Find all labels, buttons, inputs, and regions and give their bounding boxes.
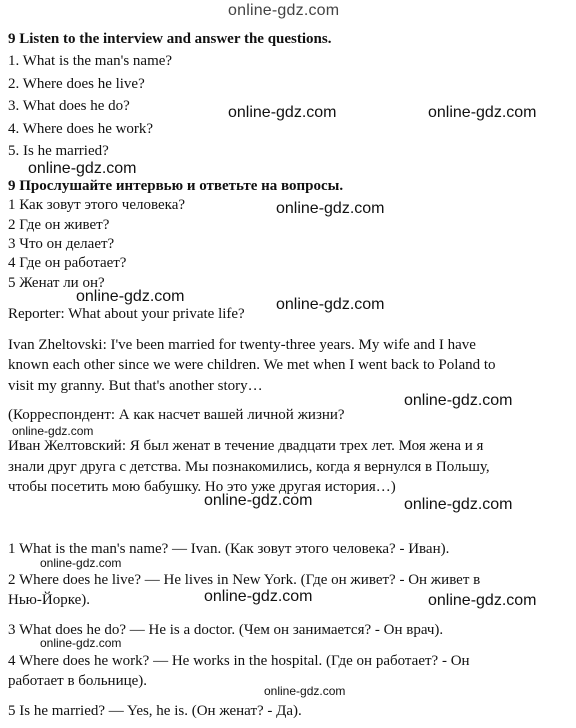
watermark: online-gdz.com xyxy=(428,592,537,609)
watermark: online-gdz.com xyxy=(404,392,513,409)
transcript-answer-ru-line: Иван Желтовский: Я был женат в течение двадцати трех лет. Моя жена и я xyxy=(8,438,484,454)
watermark: online-gdz.com xyxy=(40,556,122,570)
watermark: online-gdz.com xyxy=(228,104,337,121)
question-en-3: 3. What does he do? xyxy=(8,98,130,114)
transcript-answer-ru-line: чтобы посетить мою бабушку. Но это уже другая история…) xyxy=(8,479,396,495)
watermark: online-gdz.com xyxy=(28,160,137,177)
watermark: online-gdz.com xyxy=(404,496,513,513)
question-ru-2: 2 Где он живет? xyxy=(8,217,110,233)
question-en-2: 2. Where does he live? xyxy=(8,76,145,92)
watermark-top: online-gdz.com xyxy=(228,2,340,19)
question-en-4: 4. Where does he work? xyxy=(8,121,154,137)
answer-line-5: 5 Is he married? — Yes, he is. (Он женат? - Да). xyxy=(8,703,302,719)
transcript-reporter-ru: (Корреспондент: А как насчет вашей личной жизни? xyxy=(8,407,345,423)
watermark: online-gdz.com xyxy=(204,492,313,509)
watermark: online-gdz.com xyxy=(204,588,313,605)
transcript-answer-line: visit my granny. But that's another story… xyxy=(8,378,263,394)
answer-line-2-cont: Нью-Йорке). xyxy=(8,592,91,608)
question-en-5: 5. Is he married? xyxy=(8,143,109,159)
exercise-title-en: 9 Listen to the interview and answer the questions. xyxy=(8,31,332,47)
watermark: online-gdz.com xyxy=(276,200,385,217)
answer-line-2: 2 Where does he live? — He lives in New York. (Где он живет? - Он живет в xyxy=(8,572,481,588)
answer-line-1: 1 What is the man's name? — Ivan. (Как зовут этого человека? - Иван). xyxy=(8,541,450,557)
watermark: online-gdz.com xyxy=(276,296,385,313)
watermark: online-gdz.com xyxy=(40,636,122,650)
question-ru-1: 1 Как зовут этого человека? xyxy=(8,197,186,213)
transcript-answer-line: known each other since we were children. We met when I went back to Poland to xyxy=(8,357,496,373)
answer-line-4: 4 Where does he work? — He works in the hospital. (Где он работает? - Он xyxy=(8,653,470,669)
question-ru-5: 5 Женат ли он? xyxy=(8,275,105,291)
question-ru-4: 4 Где он работает? xyxy=(8,255,127,271)
transcript-answer-ru-line: знали друг друга с детства. Мы познакомились, когда я вернулся в Польшу, xyxy=(8,459,490,475)
watermark: online-gdz.com xyxy=(428,104,537,121)
watermark: online-gdz.com xyxy=(76,288,185,305)
answer-line-3: 3 What does he do? — He is a doctor. (Чем он занимается? - Он врач). xyxy=(8,622,444,638)
question-ru-3: 3 Что он делает? xyxy=(8,236,115,252)
question-en-1: 1. What is the man's name? xyxy=(8,53,173,69)
answer-line-4-cont: работает в больнице). xyxy=(8,673,148,689)
exercise-title-ru: 9 Прослушайте интервью и ответьте на вопросы. xyxy=(8,178,344,194)
transcript-reporter: Reporter: What about your private life? xyxy=(8,306,245,322)
watermark: online-gdz.com xyxy=(264,684,346,698)
watermark: online-gdz.com xyxy=(12,424,94,438)
transcript-answer-line: Ivan Zheltovski: I've been married for twenty-three years. My wife and I have xyxy=(8,337,476,353)
